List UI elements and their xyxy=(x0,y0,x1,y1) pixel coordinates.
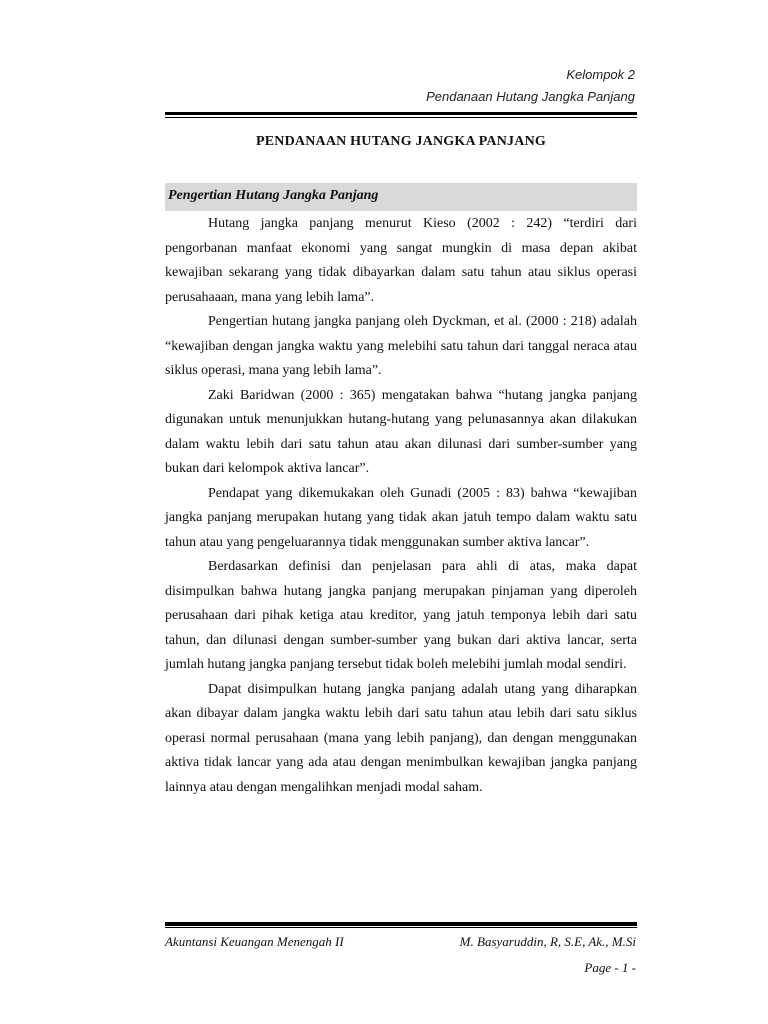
footer-course: Akuntansi Keuangan Menengah II xyxy=(165,934,344,949)
document-title: PENDANAAN HUTANG JANGKA PANJANG xyxy=(256,134,546,149)
paragraph: Hutang jangka panjang menurut Kieso (2002 : 242) “terdiri dari pengorbanan manfaat ekonomi yang sangat mungkin di masa depan akibat kewajiban sekarang yang tidak dibayarkan dalam satu tahun atau siklus operasi perusahaaan, mana yang lebih lama”. xyxy=(165,216,637,305)
header-group: Kelompok 2 xyxy=(566,67,635,82)
footer-author: M. Basyaruddin, R, S.E, Ak., M.Si xyxy=(459,934,636,949)
section-heading-box xyxy=(165,183,637,211)
header-topic: Pendanaan Hutang Jangka Panjang xyxy=(426,89,635,104)
paragraph: Pengertian hutang jangka panjang oleh Dyckman, et al. (2000 : 218) adalah “kewajiban dengan jangka waktu yang melebihi satu tahun dari tanggal neraca atau siklus operasi, mana yang lebih lama”. xyxy=(165,314,637,378)
page-number: Page - 1 - xyxy=(584,960,636,975)
document-body xyxy=(165,212,637,800)
paragraph: Berdasarkan definisi dan penjelasan para ahli di atas, maka dapat disimpulkan bahwa hutang jangka panjang merupakan pinjaman yang diperoleh perusahaan dari pihak ketiga atau kreditor, yang jatuh temponya lebih dari satu tahun, dan dilunasi dengan sumber-sumber yang bukan dari aktiva lancar, serta jumlah hutang jangka panjang tersebut tidak boleh melebihi jumlah modal sendiri. xyxy=(165,559,637,672)
paragraph: Dapat disimpulkan hutang jangka panjang adalah utang yang diharapkan akan dibayar dalam jangka waktu lebih dari satu tahun atau lebih dari satu siklus operasi normal perusahaan (mana yang lebih panjang), dan dengan menggunakan aktiva tidak lancar yang ada atau dengan menimbulkan kewajiban jangka panjang lainnya atau dengan mengalihkan menjadi modal saham. xyxy=(165,681,637,795)
page-header xyxy=(426,64,635,108)
header-rule xyxy=(165,112,637,118)
section-title: Pengertian Hutang Jangka Panjang xyxy=(168,188,379,203)
paragraph: Zaki Baridwan (2000 : 365) mengatakan bahwa “hutang jangka panjang digunakan untuk menunjukkan hutang-hutang yang pelunasannya akan dilakukan dalam waktu lebih dari satu tahun atau akan dilunasi dari sumber-sumber yang bukan dari kelompok aktiva lancar”. xyxy=(165,387,637,476)
footer-rule xyxy=(165,922,637,928)
paragraph: Pendapat yang dikemukakan oleh Gunadi (2005 : 83) bahwa “kewajiban jangka panjang merupakan hutang yang tidak akan jatuh tempo dalam waktu satu tahun atau yang pengeluarannya tidak menggunakan sumber aktiva lancar”. xyxy=(165,485,637,550)
